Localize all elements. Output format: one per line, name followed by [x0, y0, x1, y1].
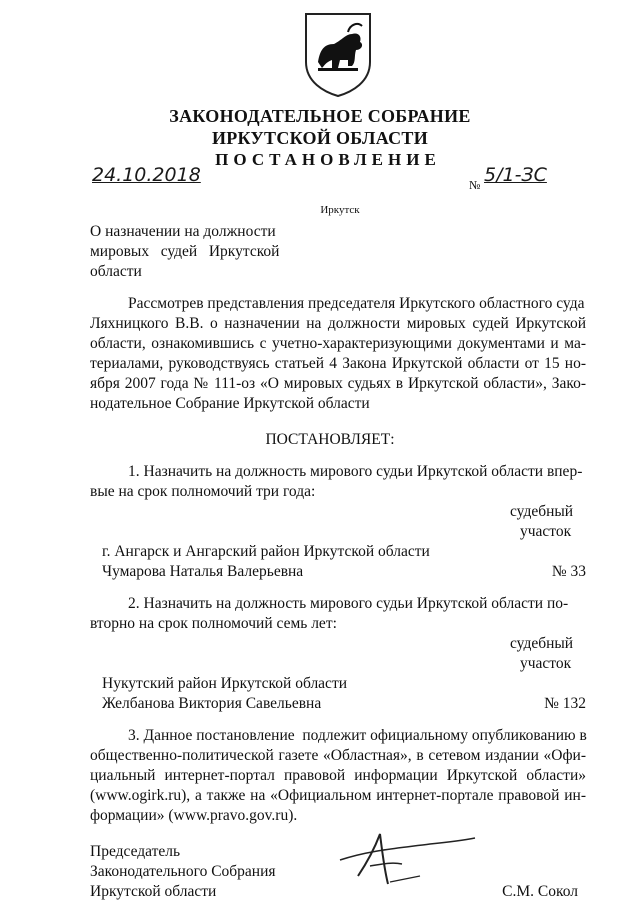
item2-district: Нукутский район Иркутской области [102, 675, 348, 692]
item3-line-3: циальный интернет-портал правовой информации Иркутской области» [90, 767, 586, 784]
document-number: 5/1-ЗС [484, 164, 547, 186]
handwritten-signature [330, 820, 480, 900]
preamble-line-1: Рассмотрев представления председателя Иркутского областного суда [128, 295, 585, 312]
item1-site: № 33 [551, 563, 586, 580]
item2-column-header-1: судебный [510, 635, 574, 652]
number-prefix: № [469, 178, 481, 192]
item3-line-2: общественно-политической газете «Областная», в сетевом издании «Офи- [90, 747, 586, 764]
subject-line-2: мировых судей Иркутской [90, 243, 280, 260]
item2-line-1: 2. Назначить на должность мирового судьи Иркутской области по- [128, 595, 569, 612]
signatory-title-line-3: Иркутской области [90, 883, 217, 900]
signatory-name: С.М. Сокол [502, 883, 578, 900]
preamble-line-5: ября 2007 года № 111-оз «О мировых судьях в Иркутской области», Зако- [90, 375, 586, 392]
item2-column-header-2: участок [520, 655, 572, 672]
item1-line-1: 1. Назначить на должность мирового судьи Иркутской области впер- [128, 463, 583, 480]
preamble-line-6: нодательное Собрание Иркутской области [90, 395, 370, 412]
signatory-title-line-2: Законодательного Собрания [90, 863, 276, 880]
item1-line-2: вые на срок полномочий три года: [90, 483, 316, 500]
document-type: ПОСТАНОВЛЕНИЕ [215, 150, 441, 169]
city: Иркутск [320, 204, 360, 216]
item1-column-header-2: участок [520, 523, 572, 540]
item2-person: Желбанова Виктория Савельевна [102, 695, 322, 712]
item1-column-header-1: судебный [510, 503, 574, 520]
subject-line-1: О назначении на должности [90, 223, 276, 240]
preamble-line-3: области, ознакомившись с учетно-характеризующими документами и ма- [90, 335, 586, 352]
item1-person: Чумарова Наталья Валерьевна [102, 563, 304, 580]
item3-line-4: (www.ogirk.ru), а также на «Официальном интернет-портале правовой ин- [90, 787, 586, 804]
item2-line-2: вторно на срок полномочий семь лет: [90, 615, 337, 632]
item1-district: г. Ангарск и Ангарский район Иркутской области [102, 543, 430, 560]
document-date: 24.10.2018 [92, 164, 201, 186]
preamble-line-2: Ляхницкого В.В. о назначении на должности мировых судей Иркутской [90, 315, 586, 332]
item2-site: № 132 [544, 695, 586, 712]
resolves-heading: ПОСТАНОВЛЯЕТ: [265, 431, 395, 448]
preamble-line-4: териалами, руководствуясь статьей 4 Закона Иркутской области от 15 но- [90, 355, 586, 372]
title-line-1: ЗАКОНОДАТЕЛЬНОЕ СОБРАНИЕ [169, 106, 471, 126]
subject-line-3: области [90, 263, 142, 280]
item3-line-1: 3. Данное постановление подлежит официальному опубликованию в [128, 727, 587, 744]
coat-of-arms-icon [302, 10, 374, 98]
title-line-2: ИРКУТСКОЙ ОБЛАСТИ [211, 128, 429, 148]
signatory-title-line-1: Председатель [90, 843, 181, 860]
item3-line-5: формации» (www.pravo.gov.ru). [90, 807, 298, 824]
